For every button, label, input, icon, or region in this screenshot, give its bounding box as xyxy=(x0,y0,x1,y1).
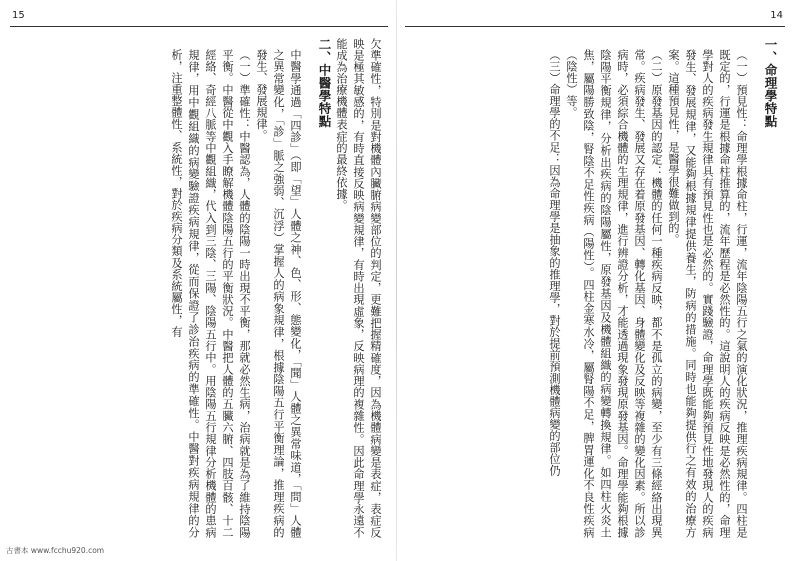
section-title: 二、中醫學特點 xyxy=(317,38,332,128)
paragraph: （一）預見性：命理學根據命柱，行運，流年陰陽五行之氣的演化狀況，推理疾病規律。四柱是既定的，行運是根據命柱推算的，流年歷程是必然性的。這說明人的疾病反映是必然性的，命理學對人的疾病發生規律具有預見性也是必然的。實踐驗證，命理學既能夠預見性地發現人的疾病發生、發展規律，又能夠根據規律提供養生，防病的措施。同時也能夠提供行之有效的治療方案。這種預見性，是醫學很難做到的。 xyxy=(667,49,748,538)
page-number: 14 xyxy=(770,10,783,21)
left-page-text xyxy=(168,38,384,538)
right-page xyxy=(397,0,793,561)
left-page xyxy=(0,0,396,561)
paragraph-continuation: 欠準確性，特別是對機體內臟腑病變部位的判定，更難把握精確度，因為機體病變是表症，表症反映是極其敏感的，有時直接反映病變規律，有時出現虛象，反映病理的複雜性。因此命理學永遠不能成為治療機體表症的最終依據。 xyxy=(335,38,382,538)
page-number: 15 xyxy=(12,10,25,21)
section-title: 一、命理學特點 xyxy=(763,38,778,128)
paragraph: （三）命理學的不足：因為命理學是抽象的推理學，對於提前預測機體病變的部位仍 xyxy=(548,49,561,477)
paragraph: （二）原發基因的認定：機體的任何一種疾病反映，都不是孤立的病變，至少有三條經絡出現異常。疾病發生、發展又存在着原發基因、轉化基因、身體變化及反映等複雜的變化因素。所以診病時，必須綜合機體的生理規律，進行辨證分析，才能透過現象發現原發基因。命理學能夠根據陰陽平衡規律，分析出疾病的陰陽屬性，原發基因及機體組織的病變轉換規律。如四柱火炎土焦，屬陽勝致陰，腎陰不足性疾病（陽性）。四柱金寒水冷，屬腎陽不足，脾胃運化不良性疾病（陰性）等。 xyxy=(565,49,663,538)
footer-note: 古書本 www.fcchu920.com xyxy=(6,546,105,555)
paragraph: （一）準確性：中醫認為，人體的陰陽一時出現不平衡，那就必然生病，治病就是為了維持陰陽平衡。中醫從中觀入手瞭解機體陰陽五行的平衡狀況。中醫把人體的五臟六腑、四肢百骸、十二經絡、奇經八脈等中觀組織，代入到三陰、三陽、陰陽五行中。用陰陽五行規律分析機體的患病規律，用中觀組織的病變驗證疾病規律，從而保證了診治疾病的準確性。中醫對疾病規律的分析，注重整體性、系統性，對於疾病分類及系統屬性，有 xyxy=(170,49,251,538)
paragraph: 中醫學通過「四診」（即「望」人體之神、色、形、態變化，「聞」人體之異常味道，「問」人體之異常變化，「診」脈之強弱、沉浮）掌握人的病象規律，根據陰陽五行平衡理論，推理疾病的發生、發展規律。 xyxy=(255,49,302,538)
header-rule xyxy=(10,26,388,27)
right-page-text xyxy=(546,38,779,538)
header-rule xyxy=(405,26,785,27)
